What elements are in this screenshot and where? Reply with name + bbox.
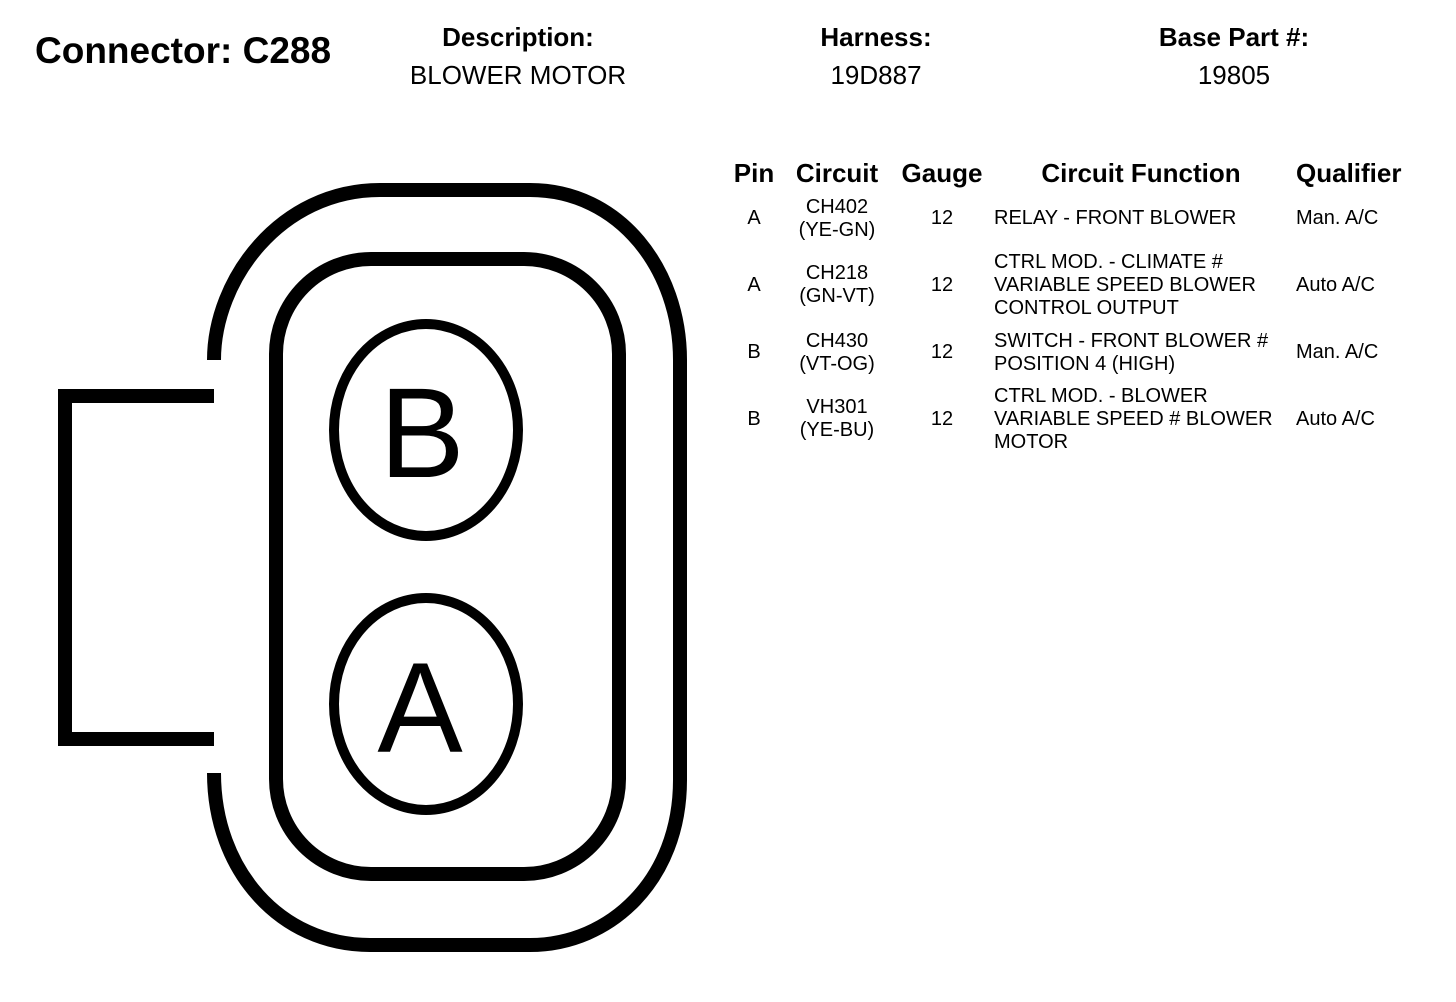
function-line: MOTOR (994, 431, 1069, 453)
locking-tab (65, 396, 214, 739)
pin-cell: B (747, 408, 761, 430)
function-line: SWITCH - FRONT BLOWER # (994, 330, 1269, 352)
column-header-qualifier: Qualifier (1296, 158, 1402, 188)
harness-value: 19D887 (830, 60, 922, 90)
base-part-block (1134, 22, 1334, 90)
column-header-circuit: Circuit (795, 158, 879, 188)
base-part-label: Base Part #: (1158, 22, 1310, 52)
pin-cell: A (747, 207, 761, 229)
function-line: VARIABLE SPEED # BLOWER (994, 408, 1273, 430)
function-line: RELAY - FRONT BLOWER (994, 207, 1237, 229)
description-label: Description: (442, 22, 594, 52)
function-line: POSITION 4 (HIGH) (994, 353, 1176, 375)
connector-title: Connector: C288 (35, 30, 332, 71)
pin-a-label: A (377, 637, 463, 780)
pin-cell: B (747, 341, 761, 363)
circuit-id: CH402 (805, 196, 869, 218)
connector-inner-cavity (276, 259, 619, 874)
description-value: BLOWER MOTOR (409, 60, 627, 90)
gauge-cell: 12 (930, 341, 954, 363)
qualifier-cell: Man. A/C (1296, 207, 1379, 229)
circuit-color: (YE-BU) (799, 419, 875, 441)
circuit-cell (782, 262, 892, 308)
circuit-color: (GN-VT) (799, 285, 875, 307)
circuit-color: (YE-GN) (798, 219, 876, 241)
circuit-cell (782, 330, 892, 376)
circuit-color: (VT-OG) (799, 353, 875, 375)
circuit-id: CH218 (805, 262, 869, 284)
circuit-cell (782, 196, 892, 242)
function-line: VARIABLE SPEED BLOWER (994, 274, 1256, 296)
column-header-pin: Pin (733, 158, 775, 188)
pin-b-label: B (379, 362, 465, 505)
function-line: CONTROL OUTPUT (994, 297, 1179, 319)
base-part-value: 19805 (1197, 60, 1271, 90)
qualifier-cell: Auto A/C (1296, 274, 1375, 296)
gauge-cell: 12 (930, 408, 954, 430)
gauge-cell: 12 (930, 274, 954, 296)
circuit-id: VH301 (806, 396, 868, 418)
column-header-circuit-function: Circuit Function (1041, 158, 1241, 188)
column-header-gauge: Gauge (901, 158, 983, 188)
function-line: CTRL MOD. - BLOWER (994, 385, 1208, 407)
gauge-cell: 12 (930, 207, 954, 229)
harness-label: Harness: (820, 22, 932, 52)
function-cell (994, 385, 1294, 454)
function-line: CTRL MOD. - CLIMATE # (994, 251, 1223, 273)
function-cell (994, 251, 1294, 320)
qualifier-cell: Auto A/C (1296, 408, 1375, 430)
function-cell (994, 207, 1294, 230)
pin-cell: A (747, 274, 761, 296)
qualifier-cell: Man. A/C (1296, 341, 1379, 363)
circuit-cell (782, 396, 892, 442)
circuit-id: CH430 (805, 330, 869, 352)
function-cell (994, 330, 1294, 376)
connector-face-diagram (0, 0, 720, 1002)
harness-block (776, 22, 976, 90)
